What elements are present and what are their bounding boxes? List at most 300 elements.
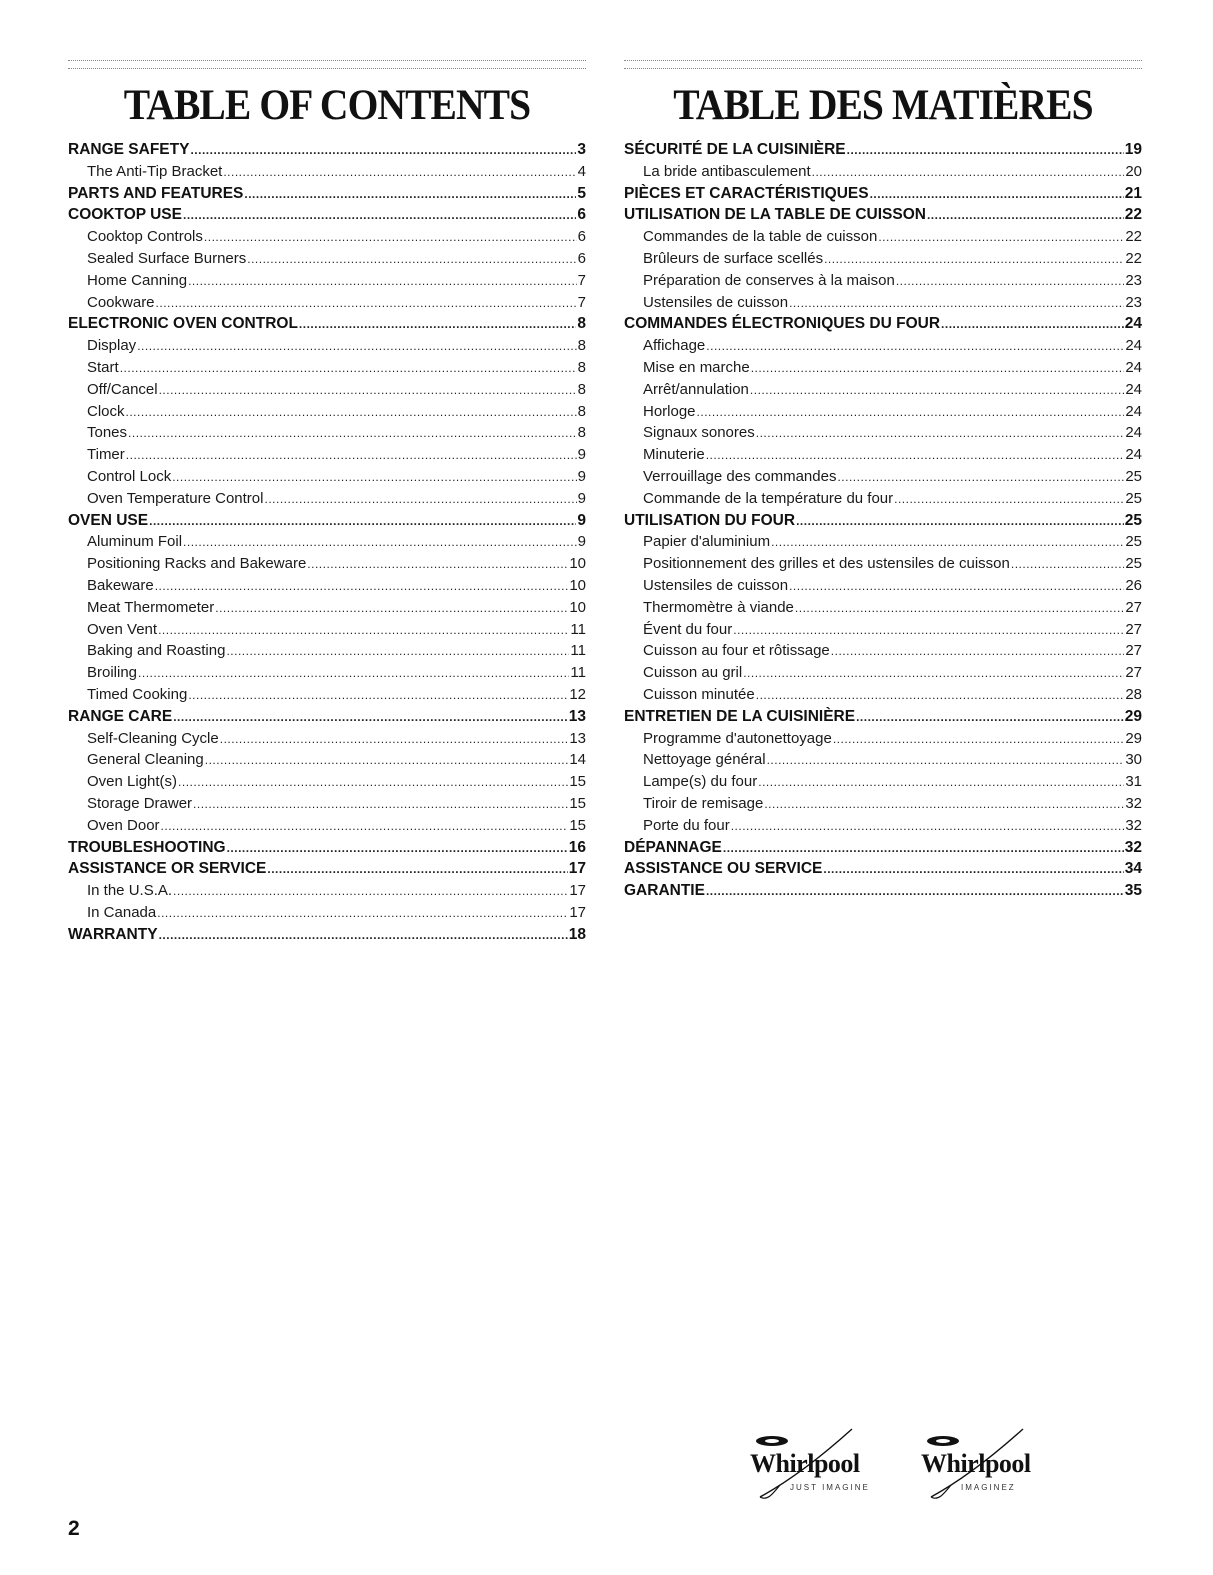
toc-list <box>68 139 586 945</box>
dot-leader <box>126 402 577 424</box>
toc-entry-label: Oven Vent <box>87 620 158 638</box>
toc-subsection-entry <box>68 575 586 597</box>
toc-section-entry <box>624 510 1142 532</box>
dot-leader <box>927 205 1124 227</box>
toc-subsection-entry <box>68 880 586 902</box>
toc-entry-page: 17 <box>569 903 586 921</box>
dot-leader <box>188 685 568 707</box>
toc-entry-label: In the U.S.A. <box>87 882 173 900</box>
dot-leader <box>706 881 1124 903</box>
toc-subsection-entry <box>624 444 1142 466</box>
toc-subsection-entry <box>68 270 586 292</box>
toc-subsection-entry <box>68 292 586 314</box>
toc-entry-label: General Cleaning <box>87 751 204 769</box>
logo-wordmark: Whirlpool <box>921 1449 1031 1478</box>
toc-entry-page: 25 <box>1124 511 1142 529</box>
dot-leader <box>126 445 577 467</box>
toc-subsection-entry <box>624 575 1142 597</box>
page-number: 2 <box>68 1517 80 1540</box>
dot-leader <box>750 380 1124 402</box>
toc-entry-label: Verrouillage des commandes <box>643 467 837 485</box>
toc-entry-page: 22 <box>1124 206 1142 224</box>
dot-leader <box>173 881 568 903</box>
toc-subsection-entry <box>68 553 586 575</box>
toc-entry-label: Cuisson minutée <box>643 685 755 703</box>
dot-leader <box>789 293 1124 315</box>
toc-entry-page: 8 <box>577 337 586 355</box>
toc-entry-label: OVEN USE <box>68 511 149 529</box>
toc-entry-label: Display <box>87 337 137 355</box>
toc-entry-label: Affichage <box>643 337 706 355</box>
toc-entry-label: Aluminum Foil <box>87 533 183 551</box>
toc-subsection-entry <box>624 488 1142 510</box>
toc-subsection-entry <box>624 728 1142 750</box>
toc-entry-label: Cooktop Controls <box>87 228 203 246</box>
toc-entry-label: UTILISATION DU FOUR <box>624 511 796 529</box>
toc-subsection-entry <box>68 422 586 444</box>
toc-subsection-entry <box>68 749 586 771</box>
dot-leader <box>267 859 567 881</box>
dot-leader <box>149 511 576 533</box>
toc-entry-page: 9 <box>577 467 586 485</box>
dot-leader <box>847 140 1124 162</box>
toc-entry-label: Meat Thermometer <box>87 598 215 616</box>
toc-subsection-entry <box>624 771 1142 793</box>
toc-entry-label: Ustensiles de cuisson <box>643 293 789 311</box>
toc-subsection-entry <box>68 684 586 706</box>
toc-entry-label: Minuterie <box>643 446 705 464</box>
toc-subsection-entry <box>68 357 586 379</box>
toc-section-entry <box>68 313 586 335</box>
toc-entry-label: Papier d'aluminium <box>643 533 771 551</box>
toc-entry-page: 30 <box>1125 751 1142 769</box>
dot-leader <box>812 162 1125 184</box>
toc-entry-page: 27 <box>1125 620 1142 638</box>
toc-entry-label: RANGE SAFETY <box>68 141 190 158</box>
toc-entry-page: 32 <box>1124 838 1142 856</box>
toc-entry-label: Mise en marche <box>643 358 750 376</box>
dot-leader <box>307 554 568 576</box>
dot-leader <box>706 445 1125 467</box>
toc-entry-label: Thermomètre à viande <box>643 598 794 616</box>
toc-entry-label: SÉCURITÉ DE LA CUISINIÈRE <box>624 141 846 158</box>
toc-entry-label: Bakeware <box>87 576 154 594</box>
toc-subsection-entry <box>624 793 1142 815</box>
toc-entry-page: 7 <box>577 271 586 289</box>
toc-entry-page: 32 <box>1125 816 1142 834</box>
dot-leader <box>870 184 1124 206</box>
dot-leader <box>751 358 1125 380</box>
toc-subsection-entry <box>68 488 586 510</box>
toc-subsection-entry <box>68 379 586 401</box>
toc-entry-label: TROUBLESHOOTING <box>68 838 226 856</box>
toc-section-entry <box>68 837 586 859</box>
toc-entry-label: Broiling <box>87 664 138 682</box>
toc-entry-label: Programme d'autonettoyage <box>643 729 832 747</box>
toc-entry-page: 8 <box>577 358 586 376</box>
dot-leader <box>758 772 1124 794</box>
toc-entry-page: 32 <box>1125 794 1142 812</box>
toc-entry-label: Cookware <box>87 293 155 311</box>
toc-entry-page: 24 <box>1124 315 1142 333</box>
toc-entry-page: 27 <box>1125 642 1142 660</box>
toc-entry-page: 28 <box>1125 685 1142 703</box>
toc-entry-label: COMMANDES ÉLECTRONIQUES DU FOUR <box>624 315 941 333</box>
toc-entry-label: Tiroir de remisage <box>643 794 764 812</box>
toc-french <box>624 60 1142 902</box>
toc-subsection-entry <box>68 161 586 183</box>
toc-entry-page: 8 <box>577 315 586 333</box>
toc-subsection-entry <box>68 597 586 619</box>
toc-entry-label: Start <box>87 358 119 376</box>
toc-subsection-entry <box>68 619 586 641</box>
toc-subsection-entry <box>624 422 1142 444</box>
toc-section-entry <box>624 706 1142 728</box>
toc-entry-page: 34 <box>1124 860 1142 878</box>
toc-entry-label: DÉPANNAGE <box>624 838 722 856</box>
toc-entry-label: WARRANTY <box>68 925 158 943</box>
toc-section-entry <box>624 880 1142 902</box>
toc-entry-label: ASSISTANCE OU SERVICE <box>624 860 823 878</box>
dot-leader <box>856 707 1124 729</box>
dot-leader <box>183 532 577 554</box>
toc-entry-label: Self-Cleaning Cycle <box>87 729 219 747</box>
toc-entry-label: Lampe(s) du four <box>643 773 758 791</box>
toc-subsection-entry <box>68 902 586 924</box>
toc-entry-label: ELECTRONIC OVEN CONTROL <box>68 315 298 333</box>
dot-leader <box>731 816 1125 838</box>
toc-entry-page: 25 <box>1125 489 1142 507</box>
toc-subsection-entry <box>68 466 586 488</box>
toc-entry-label: Cuisson au gril <box>643 664 743 682</box>
toc-entry-label: Horloge <box>643 402 696 420</box>
dot-leader <box>227 838 568 860</box>
toc-entry-page: 24 <box>1125 402 1142 420</box>
dot-leader <box>795 598 1124 620</box>
dot-leader <box>178 772 568 794</box>
toc-entry-label: Baking and Roasting <box>87 642 226 660</box>
toc-entry-page: 11 <box>570 642 586 660</box>
toc-entry-page: 22 <box>1125 249 1142 267</box>
toc-entry-label: Sealed Surface Burners <box>87 249 247 267</box>
toc-entry-page: 5 <box>577 184 586 202</box>
toc-entry-page: 24 <box>1125 424 1142 442</box>
toc-entry-label: Préparation de conserves à la maison <box>643 271 895 289</box>
toc-entry-page: 18 <box>568 925 586 943</box>
toc-entry-page: 6 <box>577 206 586 224</box>
toc-entry-label: Positioning Racks and Bakeware <box>87 555 307 573</box>
toc-subsection-entry <box>624 270 1142 292</box>
toc-entry-label: RANGE CARE <box>68 707 173 725</box>
dot-leader <box>756 423 1125 445</box>
dot-leader <box>764 794 1124 816</box>
dot-leader <box>733 620 1124 642</box>
toc-entry-label: Control Lock <box>87 467 172 485</box>
toc-subsection-entry <box>68 248 586 270</box>
toc-subsection-entry <box>624 815 1142 837</box>
dot-leader <box>220 729 569 751</box>
toc-entry-label: Nettoyage général <box>643 751 766 769</box>
toc-entry-label: Oven Door <box>87 816 160 834</box>
dot-leader <box>205 750 569 772</box>
toc-entry-label: Off/Cancel <box>87 380 158 398</box>
dot-leader <box>697 402 1125 424</box>
toc-entry-page: 10 <box>569 555 586 573</box>
toc-section-entry <box>68 706 586 728</box>
toc-entry-page: 13 <box>569 729 586 747</box>
toc-entry-page: 35 <box>1124 882 1142 900</box>
dot-leader <box>833 729 1125 751</box>
toc-entry-page: 13 <box>568 707 586 725</box>
toc-entry-page: 9 <box>577 511 586 529</box>
toc-list-fr <box>624 139 1142 902</box>
toc-entry-label: Signaux sonores <box>643 424 755 442</box>
dot-leader <box>264 489 576 511</box>
logo-tagline: JUST IMAGINE <box>790 1483 870 1492</box>
toc-english <box>68 60 586 945</box>
toc-entry-page: 6 <box>577 249 586 267</box>
toc-subsection-entry <box>68 335 586 357</box>
toc-subsection-entry <box>624 161 1142 183</box>
toc-entry-page: 4 <box>577 162 586 180</box>
dot-leader <box>155 576 569 598</box>
dot-leader <box>190 140 576 162</box>
toc-entry-page: 11 <box>570 664 586 682</box>
toc-subsection-entry <box>68 662 586 684</box>
toc-subsection-entry <box>624 619 1142 641</box>
toc-entry-page: 6 <box>577 228 586 246</box>
toc-subsection-entry <box>68 226 586 248</box>
dot-leader <box>204 227 577 249</box>
toc-entry-page: 26 <box>1125 576 1142 594</box>
toc-entry-label: UTILISATION DE LA TABLE DE CUISSON <box>624 206 926 224</box>
dot-leader <box>215 598 568 620</box>
toc-entry-label: ENTRETIEN DE LA CUISINIÈRE <box>624 707 856 725</box>
toc-entry-page: 10 <box>569 576 586 594</box>
toc-entry-page: 10 <box>569 598 586 616</box>
dot-leader <box>120 358 577 380</box>
dot-leader <box>137 336 576 358</box>
toc-entry-page: 31 <box>1125 773 1142 791</box>
dot-leader <box>128 423 577 445</box>
dot-leader <box>226 641 569 663</box>
toc-section-entry <box>624 858 1142 880</box>
dot-leader <box>706 336 1124 358</box>
toc-subsection-entry <box>624 553 1142 575</box>
toc-section-entry <box>624 313 1142 335</box>
toc-entry-page: 9 <box>577 533 586 551</box>
toc-entry-label: In Canada <box>87 903 157 921</box>
toc-entry-label: Timer <box>87 446 125 464</box>
toc-entry-page: 14 <box>569 751 586 769</box>
dot-leader <box>789 576 1124 598</box>
toc-section-entry <box>624 139 1142 161</box>
toc-subsection-entry <box>624 292 1142 314</box>
toc-entry-page: 19 <box>1124 141 1142 158</box>
toc-subsection-entry <box>68 793 586 815</box>
toc-section-entry <box>624 204 1142 226</box>
dot-leader <box>193 794 568 816</box>
dot-leader <box>157 903 568 925</box>
dot-leader <box>223 162 576 184</box>
toc-entry-label: Commande de la température du four <box>643 489 894 507</box>
toc-subsection-entry <box>68 531 586 553</box>
toc-entry-label: COOKTOP USE <box>68 206 182 224</box>
dot-leader <box>161 816 569 838</box>
toc-entry-label: Porte du four <box>643 816 730 834</box>
decorative-rule <box>624 60 1142 69</box>
toc-subsection-entry <box>68 771 586 793</box>
dot-leader <box>896 271 1125 293</box>
toc-section-entry <box>68 858 586 880</box>
toc-subsection-entry <box>624 640 1142 662</box>
dot-leader <box>824 249 1124 271</box>
whirlpool-logo-icon <box>742 1425 882 1505</box>
toc-entry-page: 29 <box>1125 729 1142 747</box>
toc-entry-label: Storage Drawer <box>87 794 193 812</box>
toc-section-entry <box>68 924 586 946</box>
toc-section-entry <box>68 510 586 532</box>
logo-tagline: IMAGINEZ <box>961 1483 1016 1492</box>
dot-leader <box>156 293 577 315</box>
toc-subsection-entry <box>68 815 586 837</box>
toc-entry-page: 21 <box>1124 184 1142 202</box>
toc-entry-page: 24 <box>1125 446 1142 464</box>
dot-leader <box>158 620 569 642</box>
toc-subsection-entry <box>624 531 1142 553</box>
toc-entry-page: 11 <box>570 620 586 638</box>
toc-entry-page: 15 <box>569 816 586 834</box>
toc-entry-page: 24 <box>1125 337 1142 355</box>
dot-leader <box>796 511 1124 533</box>
dot-leader <box>173 707 568 729</box>
toc-entry-label: Timed Cooking <box>87 685 188 703</box>
toc-subsection-entry <box>624 357 1142 379</box>
toc-entry-page: 8 <box>577 380 586 398</box>
toc-entry-label: Oven Temperature Control <box>87 489 264 507</box>
toc-entry-label: Brûleurs de surface scellés <box>643 249 824 267</box>
toc-title: TABLE OF CONTENTS <box>123 82 531 129</box>
toc-entry-label: The Anti-Tip Bracket <box>87 162 223 180</box>
dot-leader <box>756 685 1125 707</box>
toc-entry-page: 7 <box>577 293 586 311</box>
toc-entry-label: Tones <box>87 424 128 442</box>
dot-leader <box>183 205 576 227</box>
toc-entry-page: 17 <box>569 882 586 900</box>
toc-entry-label: Cuisson au four et rôtissage <box>643 642 830 660</box>
toc-entry-page: 16 <box>568 838 586 856</box>
toc-entry-label: La bride antibasculement <box>643 162 811 180</box>
dot-leader <box>159 925 568 947</box>
toc-subsection-entry <box>68 728 586 750</box>
toc-subsection-entry <box>68 640 586 662</box>
dot-leader <box>837 467 1124 489</box>
toc-subsection-entry <box>624 662 1142 684</box>
toc-entry-page: 12 <box>569 685 586 703</box>
dot-leader <box>878 227 1124 249</box>
toc-entry-page: 15 <box>569 794 586 812</box>
dot-leader <box>894 489 1124 511</box>
toc-subsection-entry <box>624 379 1142 401</box>
toc-subsection-entry <box>624 684 1142 706</box>
toc-entry-page: 25 <box>1125 467 1142 485</box>
dot-leader <box>723 838 1124 860</box>
dot-leader <box>244 184 576 206</box>
toc-entry-page: 3 <box>577 141 586 158</box>
dot-leader <box>771 532 1124 554</box>
toc-title-fr: TABLE DES MATIÈRES <box>673 82 1093 129</box>
dot-leader <box>138 663 569 685</box>
toc-subsection-entry <box>624 597 1142 619</box>
toc-entry-label: Positionnement des grilles et des ustensiles de cuisson <box>643 555 1010 573</box>
toc-section-entry <box>68 139 586 161</box>
toc-entry-label: Home Canning <box>87 271 188 289</box>
toc-entry-page: 25 <box>1125 533 1142 551</box>
toc-section-entry <box>624 183 1142 205</box>
toc-subsection-entry <box>624 466 1142 488</box>
toc-entry-label: Clock <box>87 402 125 420</box>
dot-leader <box>247 249 576 271</box>
toc-entry-page: 29 <box>1124 707 1142 725</box>
toc-entry-page: 24 <box>1125 358 1142 376</box>
toc-entry-label: ASSISTANCE OR SERVICE <box>68 860 267 878</box>
whirlpool-logo-icon <box>913 1425 1053 1505</box>
toc-section-entry <box>624 837 1142 859</box>
toc-subsection-entry <box>624 335 1142 357</box>
toc-entry-label: GARANTIE <box>624 882 705 900</box>
toc-section-entry <box>68 204 586 226</box>
dot-leader <box>159 380 577 402</box>
toc-entry-label: PARTS AND FEATURES <box>68 184 244 202</box>
toc-entry-label: PIÈCES ET CARACTÉRISTIQUES <box>624 184 869 202</box>
toc-entry-page: 17 <box>568 860 586 878</box>
toc-subsection-entry <box>68 401 586 423</box>
toc-entry-page: 9 <box>577 446 586 464</box>
dot-leader <box>767 750 1125 772</box>
logo-wordmark: Whirlpool <box>750 1449 860 1478</box>
dot-leader <box>299 314 576 336</box>
decorative-rule <box>68 60 586 69</box>
toc-entry-page: 8 <box>577 424 586 442</box>
toc-entry-page: 20 <box>1125 162 1142 180</box>
toc-subsection-entry <box>624 401 1142 423</box>
dot-leader <box>188 271 577 293</box>
toc-entry-label: Évent du four <box>643 620 733 638</box>
toc-entry-page: 15 <box>569 773 586 791</box>
dot-leader <box>823 859 1123 881</box>
dot-leader <box>743 663 1124 685</box>
toc-subsection-entry <box>68 444 586 466</box>
toc-entry-page: 9 <box>577 489 586 507</box>
toc-subsection-entry <box>624 248 1142 270</box>
toc-subsection-entry <box>624 226 1142 248</box>
toc-entry-label: Ustensiles de cuisson <box>643 576 789 594</box>
toc-entry-page: 23 <box>1125 293 1142 311</box>
toc-subsection-entry <box>624 749 1142 771</box>
toc-entry-page: 23 <box>1125 271 1142 289</box>
toc-entry-page: 24 <box>1125 380 1142 398</box>
dot-leader <box>1011 554 1124 576</box>
dot-leader <box>831 641 1125 663</box>
toc-entry-page: 25 <box>1125 555 1142 573</box>
dot-leader <box>172 467 576 489</box>
toc-section-entry <box>68 183 586 205</box>
toc-entry-label: Oven Light(s) <box>87 773 178 791</box>
toc-entry-page: 27 <box>1125 598 1142 616</box>
toc-entry-page: 8 <box>577 402 586 420</box>
toc-entry-label: Arrêt/annulation <box>643 380 749 398</box>
toc-entry-label: Commandes de la table de cuisson <box>643 228 878 246</box>
